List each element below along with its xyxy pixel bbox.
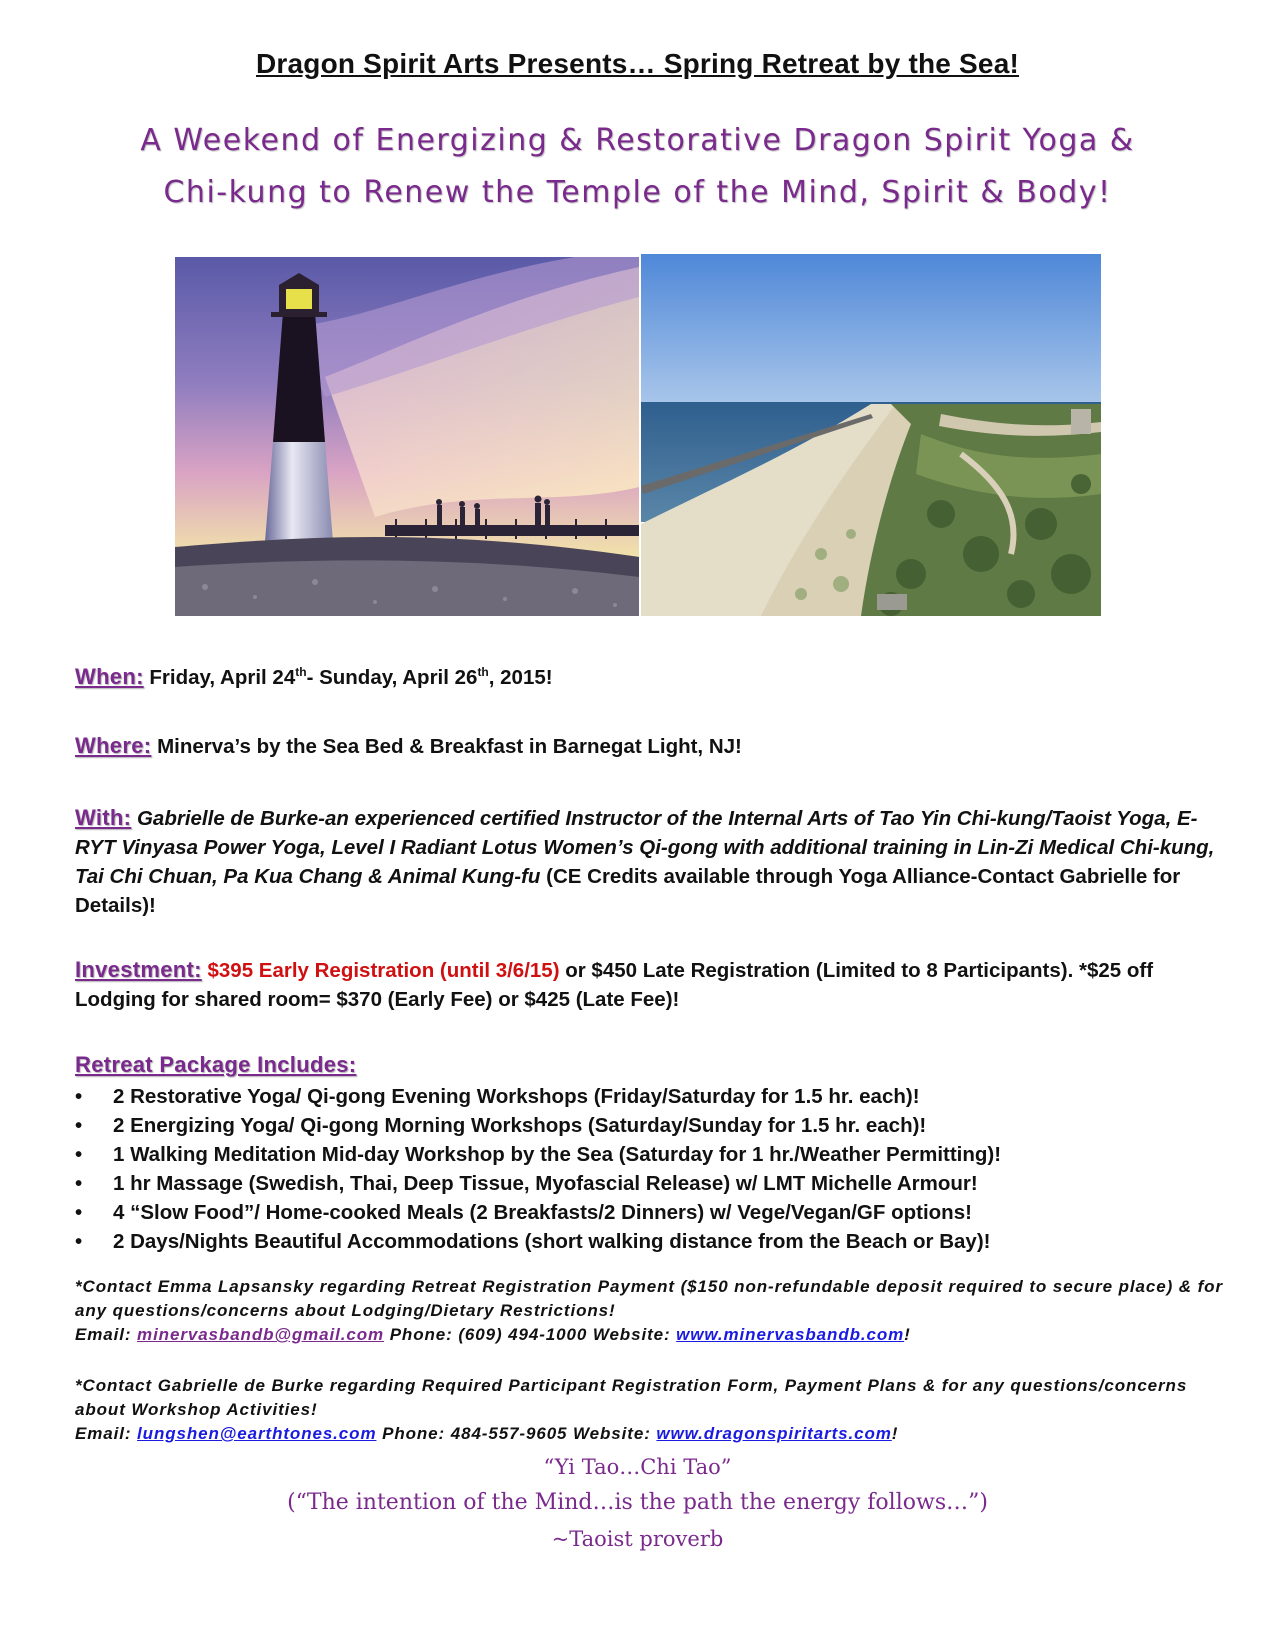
contact-emma — [75, 1275, 1225, 1347]
subtitle — [60, 115, 1215, 219]
bullet-icon: • — [75, 1114, 83, 1137]
bullet-icon: • — [75, 1085, 83, 1108]
emma-phone: (609) 494-1000 — [458, 1325, 588, 1344]
package-section — [75, 1050, 1225, 1256]
with-label: With: — [75, 805, 132, 830]
where-section — [75, 731, 1225, 761]
email-label: Email: — [75, 1424, 132, 1443]
emma-end-mark: ! — [904, 1325, 911, 1344]
package-list — [75, 1082, 1225, 1256]
with-section — [75, 803, 1225, 920]
contact-gabrielle — [75, 1374, 1225, 1446]
subtitle-line-2: Chi-kung to Renew the Temple of the Mind, Spirit & Body! — [163, 175, 1112, 210]
list-item — [75, 1082, 1225, 1111]
emma-website-link[interactable]: www.minervasbandb.com — [676, 1325, 905, 1344]
beach-aerial-photo — [641, 254, 1101, 616]
contact-gabrielle-text: *Contact Gabrielle de Burke regarding Required Participant Registration Form, Payment Plans & for any questions/concerns about Workshop Activities! — [75, 1376, 1188, 1419]
when-label: When: — [75, 664, 144, 689]
list-item-text: 1 Walking Meditation Mid-day Workshop by the Sea (Saturday for 1 hr./Weather Permitting)! — [113, 1143, 1002, 1166]
phone-label: Phone: — [389, 1325, 453, 1344]
website-label: Website: — [592, 1325, 671, 1344]
emma-email-link[interactable]: minervasbandb@gmail.com — [137, 1325, 385, 1344]
lighthouse-sunset-photo — [175, 257, 639, 616]
with-instructor-text: Gabrielle de Burke-an experienced certified Instructor of the Internal Arts of Tao Yin Chi-kung/Taoist Yoga, E-RYT Vinyasa Power Yoga, Level I Radiant Lotus Women’s Qi-gong with additional training in Lin-Zi Medical Chi-kung, Tai Chi Chuan, Pa Kua Chang & Animal Kung-fu — [75, 807, 1215, 888]
website-label: Website: — [573, 1424, 651, 1443]
contact-gabrielle-details — [75, 1422, 1225, 1446]
where-label: Where: — [75, 733, 152, 758]
email-label: Email: — [75, 1325, 132, 1344]
when-section — [75, 662, 1225, 692]
when-text-c: , 2015! — [488, 666, 553, 689]
gabrielle-website-link[interactable]: www.dragonspiritarts.com — [656, 1424, 892, 1443]
list-item — [75, 1198, 1225, 1227]
gabrielle-end-mark: ! — [891, 1424, 899, 1443]
bullet-icon: • — [75, 1172, 83, 1195]
bullet-icon: • — [75, 1201, 83, 1224]
bullet-icon: • — [75, 1230, 83, 1253]
list-item-text: 2 Restorative Yoga/ Qi-gong Evening Workshops (Friday/Saturday for 1.5 hr. each)! — [113, 1085, 920, 1108]
bullet-icon: • — [75, 1143, 83, 1166]
page-title: Dragon Spirit Arts Presents… Spring Retreat by the Sea! — [255, 48, 1020, 79]
investment-text: or $450 Late Registration (Limited to 8 Participants). *$25 off Lodging for shared room= $370 (Early Fee) or $425 (Late Fee)! — [75, 959, 1154, 1011]
package-label: Retreat Package Includes: — [75, 1052, 357, 1077]
list-item-text: 2 Days/Nights Beautiful Accommodations (short walking distance from the Beach or Bay)! — [113, 1230, 991, 1253]
list-item — [75, 1169, 1225, 1198]
investment-label: Investment: — [75, 957, 202, 982]
contact-emma-text: *Contact Emma Lapsansky regarding Retreat Registration Payment ($150 non-refundable deposit required to secure place) & for any questions/concerns about Lodging/Dietary Restrictions! — [75, 1277, 1223, 1320]
list-item — [75, 1111, 1225, 1140]
quote-line-2: (“The intention of the Mind…is the path the energy follows…”) — [287, 1490, 988, 1515]
when-sup-a: th — [295, 665, 307, 680]
list-item — [75, 1227, 1225, 1256]
gabrielle-email-link[interactable]: lungshen@earthtones.com — [137, 1424, 377, 1443]
quote-attribution: ~Taoist proverb — [551, 1527, 724, 1551]
list-item-text: 1 hr Massage (Swedish, Thai, Deep Tissue, Myofascial Release) w/ LMT Michelle Armour! — [113, 1172, 978, 1195]
where-text: Minerva’s by the Sea Bed & Breakfast in Barnegat Light, NJ! — [157, 735, 742, 758]
when-text-a: Friday, April 24 — [149, 666, 296, 689]
early-registration-price: $395 Early Registration (until 3/6/15) — [207, 959, 560, 982]
when-text-b: - Sunday, April 26 — [306, 666, 478, 689]
list-item-text: 2 Energizing Yoga/ Qi-gong Morning Workshops (Saturday/Sunday for 1.5 hr. each)! — [113, 1114, 927, 1137]
quote-line-1: “Yi Tao…Chi Tao” — [543, 1455, 732, 1479]
gabrielle-phone: 484-557-9605 — [450, 1424, 568, 1443]
list-item-text: 4 “Slow Food”/ Home-cooked Meals (2 Breakfasts/2 Dinners) w/ Vege/Vegan/GF options! — [113, 1201, 972, 1224]
when-sup-b: th — [477, 665, 489, 680]
investment-section — [75, 955, 1225, 1014]
list-item — [75, 1140, 1225, 1169]
contact-emma-details — [75, 1323, 1225, 1347]
subtitle-line-1: A Weekend of Energizing & Restorative Dragon Spirit Yoga & — [140, 123, 1135, 158]
phone-label: Phone: — [382, 1424, 446, 1443]
with-credits-text: (CE Credits available through Yoga Alliance-Contact Gabrielle for Details)! — [75, 865, 1181, 917]
